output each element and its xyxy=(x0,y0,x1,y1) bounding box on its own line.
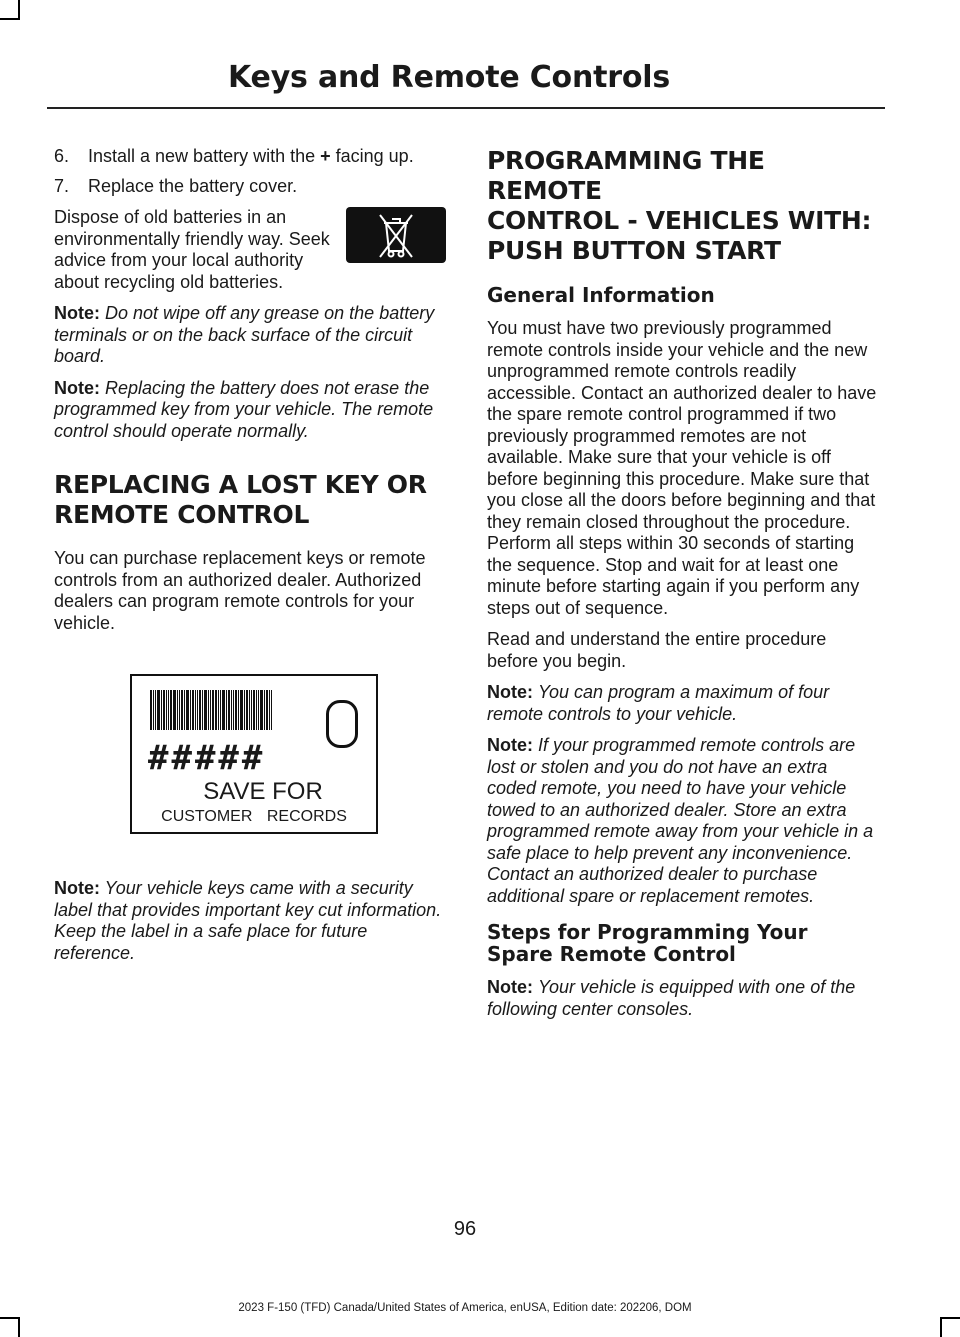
barcode-bar xyxy=(197,690,198,730)
barcode-bar xyxy=(258,690,259,730)
barcode-bar xyxy=(210,690,211,730)
barcode-bar xyxy=(157,690,160,730)
barcode-bar xyxy=(153,690,154,730)
barcode-icon xyxy=(150,690,302,730)
barcode-bar xyxy=(235,690,237,730)
label-save-for: SAVE FOR xyxy=(203,778,323,805)
barcode-bar xyxy=(271,690,272,730)
step-number: 7. xyxy=(54,175,70,196)
list-item xyxy=(54,146,446,168)
barcode-bar xyxy=(256,690,257,730)
barcode-bar xyxy=(228,690,230,730)
barcode-bar xyxy=(150,690,152,730)
crop-mark xyxy=(0,18,20,20)
barcode-bar xyxy=(231,690,232,730)
page-number: 96 xyxy=(453,1218,477,1240)
barcode-bar xyxy=(177,690,178,730)
barcode-bar xyxy=(184,690,185,730)
recycle-text: Dispose of old batteries in an environmentally friendly way. Seek advice from your local authority about recycling old batteries. xyxy=(54,207,330,292)
note xyxy=(54,878,446,964)
barcode-bar xyxy=(251,690,252,730)
label-records: CUSTOMER RECORDS xyxy=(161,808,347,825)
barcode-bar xyxy=(195,690,196,730)
barcode-bar xyxy=(173,690,176,730)
barcode-bar xyxy=(202,690,203,730)
barcode-bar xyxy=(246,690,248,730)
step-text: Replace the battery cover. xyxy=(88,175,298,196)
section-heading xyxy=(487,146,879,266)
barcode-bar xyxy=(233,690,234,730)
security-label-figure xyxy=(130,674,378,834)
label-hashes: ##### xyxy=(148,738,266,778)
recycle-block xyxy=(54,205,446,303)
note-text: Replacing the battery does not erase the programmed key from your vehicle. The remote control should operate normally. xyxy=(54,377,434,441)
barcode-bar xyxy=(264,690,265,730)
barcode-bar xyxy=(226,690,227,730)
barcode-bar xyxy=(222,690,225,730)
barcode-bar xyxy=(179,690,180,730)
right-column xyxy=(487,146,879,1030)
note-label: Note: xyxy=(54,303,100,323)
keyhole-icon xyxy=(326,700,358,748)
note-text: Your vehicle is equipped with one of the following center consoles. xyxy=(487,977,856,1019)
note xyxy=(54,378,446,443)
subheading: General Information xyxy=(487,283,715,307)
barcode-bar xyxy=(155,690,156,730)
note-text: Your vehicle keys came with a security label that provides important key cut information. Keep the label in a safe place for future reference. xyxy=(54,878,442,963)
barcode-bar xyxy=(199,690,201,730)
note xyxy=(487,682,879,725)
note xyxy=(487,977,879,1020)
note xyxy=(54,303,446,368)
barcode-bar xyxy=(253,690,255,730)
header-divider xyxy=(47,107,885,109)
barcode-bar xyxy=(244,690,245,730)
barcode-bar xyxy=(240,690,243,730)
heading-line: CONTROL - VEHICLES WITH: xyxy=(487,206,872,235)
crop-mark xyxy=(18,1317,20,1337)
note-text: If your programmed remote controls are lost or stolen and you do not have an extra coded remote, you need to have your vehicle towed to an authorized dealer. Store an extra programmed remote away from your vehicle in a safe place to help prevent any inconvenience. Contact an authorized dealer to purchase additional spare or replacement remotes. xyxy=(487,735,874,906)
barcode-bar xyxy=(215,690,217,730)
step-text: facing up. xyxy=(330,146,414,166)
note-text: Do not wipe off any grease on the battery terminals or on the back surface of the circuit board. xyxy=(54,303,435,366)
crop-mark xyxy=(940,1317,960,1319)
barcode-bar xyxy=(186,690,189,730)
subheading: Steps for Programming Your Spare Remote Control xyxy=(487,920,808,966)
heading-line: PUSH BUTTON START xyxy=(487,236,781,265)
list-item xyxy=(54,176,446,198)
crop-mark xyxy=(18,0,20,20)
heading-line: PROGRAMMING THE REMOTE xyxy=(487,146,765,205)
barcode-bar xyxy=(269,690,270,730)
barcode-bar xyxy=(181,690,183,730)
footer-text: 2023 F-150 (TFD) Canada/United States of America, enUSA, Edition date: 202206, DOM xyxy=(238,1302,692,1314)
note-label: Note: xyxy=(487,735,533,755)
body-text: You can purchase replacement keys or remote controls from an authorized dealer. Authorized dealers can program remote controls for your vehicle. xyxy=(54,548,426,633)
barcode-bar xyxy=(212,690,214,730)
barcode-bar xyxy=(220,690,221,730)
body-text: You must have two previously programmed remote controls inside your vehicle and the new unprogrammed remote controls readily accessible. Contact an authorized dealer to have the spare remote control programmed if two previously programmed remotes are not available. Make sure that your vehicle is off before beginning this procedure. Make sure that you close all the doors before beginning and that they remain closed throughout the procedure. Perform all steps within 30 seconds of starting the sequence. Stop and wait for at least one minute before starting again if you perform any steps out of sequence. xyxy=(487,318,877,618)
section-heading xyxy=(54,470,446,530)
barcode-bar xyxy=(208,690,209,730)
heading-line: REPLACING A LOST KEY OR xyxy=(54,470,427,499)
page-title: Keys and Remote Controls xyxy=(228,60,670,95)
note xyxy=(487,735,879,907)
crop-mark xyxy=(940,1317,942,1337)
barcode-bar xyxy=(260,690,263,730)
left-column xyxy=(54,146,446,974)
barcode-bar xyxy=(192,690,194,730)
crop-mark xyxy=(0,1317,20,1319)
barcode-bar xyxy=(266,690,268,730)
recycle-bin-icon xyxy=(346,207,446,263)
barcode-bar xyxy=(238,690,239,730)
plus-symbol: + xyxy=(320,146,331,166)
step-number: 6. xyxy=(54,146,70,166)
heading-line: REMOTE CONTROL xyxy=(54,500,310,529)
barcode-bar xyxy=(163,690,165,730)
body-text: Read and understand the entire procedure before you begin. xyxy=(487,629,827,671)
barcode-bar xyxy=(249,690,250,730)
note-label: Note: xyxy=(54,878,100,898)
note-label: Note: xyxy=(487,977,533,997)
barcode-bar xyxy=(218,690,219,730)
barcode-bar xyxy=(161,690,162,730)
barcode-bar xyxy=(204,690,207,730)
barcode-bar xyxy=(168,690,169,730)
barcode-bar xyxy=(170,690,172,730)
note-text: You can program a maximum of four remote controls to your vehicle. xyxy=(487,682,830,724)
barcode-bar xyxy=(190,690,191,730)
note-label: Note: xyxy=(54,377,100,398)
barcode-bar xyxy=(166,690,167,730)
step-text: Install a new battery with the xyxy=(88,146,321,166)
note-label: Note: xyxy=(487,682,533,702)
